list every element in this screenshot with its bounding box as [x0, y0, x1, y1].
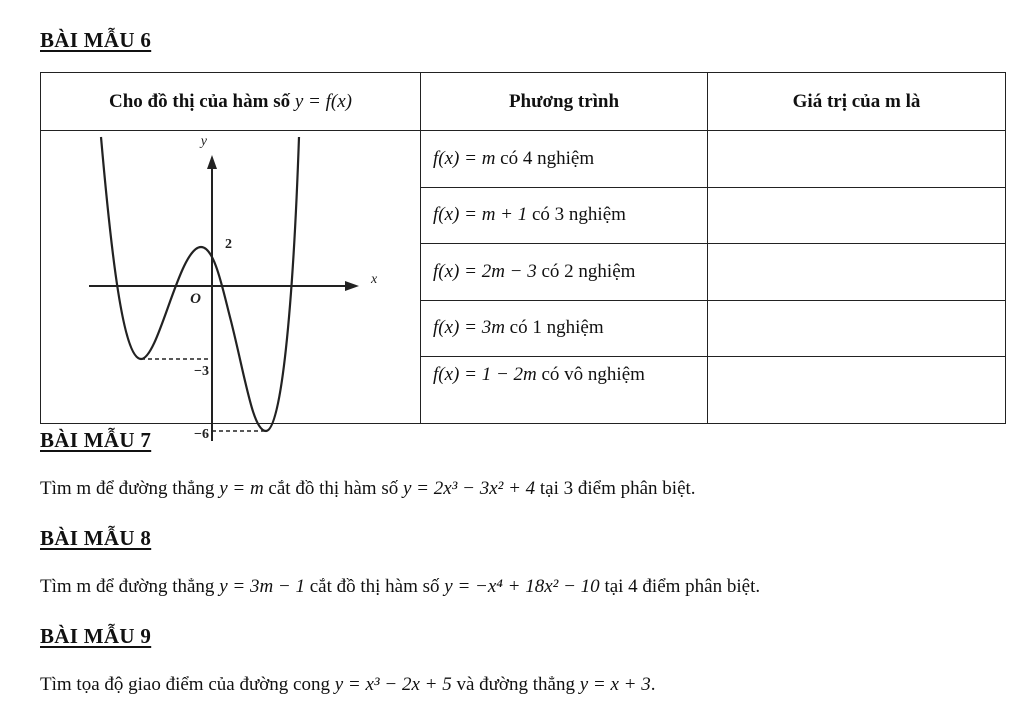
x-axis-label: x	[371, 272, 378, 287]
sample-8-text-2: cắt đồ thị hàm số	[304, 576, 445, 597]
sample-7-math-2: y = 2x³ − 3x² + 4	[402, 478, 536, 499]
sample-9-math-1: y = x³ − 2x + 5	[334, 674, 452, 695]
sample-9-math-2: y = x + 3	[579, 674, 651, 695]
y-tick-2: 2	[225, 237, 232, 252]
sample-8-text-3: tại 4 điểm phân biệt.	[599, 576, 761, 597]
function-graph	[41, 131, 421, 445]
equation-cell	[421, 187, 708, 244]
equation-lhs: f(x) =	[433, 260, 482, 282]
header-graph	[41, 73, 421, 131]
equation-text: có vô nghiệm	[536, 364, 645, 386]
y-tick-neg6: −6	[194, 427, 209, 442]
equation-text: có 1 nghiệm	[504, 317, 604, 339]
equation-rhs: 2m − 3	[481, 260, 537, 282]
equation-cell	[421, 300, 708, 357]
equation-lhs: f(x) =	[433, 147, 482, 169]
answer-cell[interactable]	[708, 187, 1006, 244]
sample-9-title: BÀI MẪU 9	[40, 624, 152, 648]
table-header-row	[41, 73, 1006, 131]
header-graph-text: Cho đồ thị của hàm số	[109, 90, 291, 112]
answer-cell[interactable]	[708, 244, 1006, 301]
sample-7-text	[40, 478, 696, 500]
sample-7-text-3: tại 3 điểm phân biệt.	[535, 478, 696, 499]
sample-6-title: BÀI MẪU 6	[40, 28, 152, 52]
equation-text: có 3 nghiệm	[527, 204, 626, 226]
equation-lhs: f(x) =	[433, 204, 482, 226]
sample-9-text-3: .	[650, 674, 656, 695]
y-axis-arrow-icon	[207, 155, 217, 169]
answer-cell[interactable]	[708, 357, 1006, 424]
sample-9-text-1: Tìm tọa độ giao điểm của đường cong	[40, 674, 335, 695]
x-axis-arrow-icon	[345, 281, 359, 291]
equation-text: có 4 nghiệm	[495, 147, 595, 169]
equation-rhs: 3m	[481, 317, 505, 339]
header-m-value: Giá trị của m là	[708, 73, 1006, 131]
sample-8-math-2: y = −x⁴ + 18x² − 10	[444, 576, 600, 597]
equation-rhs: m	[481, 147, 496, 169]
sample-9-text	[40, 674, 655, 696]
sample-7-text-1: Tìm m để đường thẳng	[40, 478, 220, 499]
origin-label: O	[190, 291, 201, 307]
equation-rhs: 1 − 2m	[481, 364, 537, 386]
table-row	[41, 131, 1006, 188]
header-equation: Phương trình	[421, 73, 708, 131]
sample-8-text	[40, 576, 760, 598]
answer-cell[interactable]	[708, 300, 1006, 357]
sample-8-math-1: y = 3m − 1	[219, 576, 305, 597]
sample-8-text-1: Tìm m để đường thẳng	[40, 576, 220, 597]
y-axis-label: y	[200, 134, 207, 149]
equation-cell	[421, 357, 708, 424]
sample-7-text-2: cắt đồ thị hàm số	[263, 478, 403, 499]
equation-cell	[421, 131, 708, 188]
equation-text: có 2 nghiệm	[536, 260, 636, 282]
equation-lhs: f(x) =	[433, 317, 482, 339]
header-graph-math: y = f(x)	[294, 90, 352, 112]
equation-rhs: m + 1	[481, 204, 528, 226]
equation-cell	[421, 244, 708, 301]
sample-7-title: BÀI MẪU 7	[40, 428, 152, 452]
function-curve	[101, 137, 299, 431]
y-tick-neg3: −3	[194, 364, 209, 379]
sample-9-text-2: và đường thẳng	[451, 674, 580, 695]
sample-8-title: BÀI MẪU 8	[40, 526, 152, 550]
sample-7-math-1: y = m	[219, 478, 264, 499]
equation-lhs: f(x) =	[433, 364, 482, 386]
answer-cell[interactable]	[708, 131, 1006, 188]
